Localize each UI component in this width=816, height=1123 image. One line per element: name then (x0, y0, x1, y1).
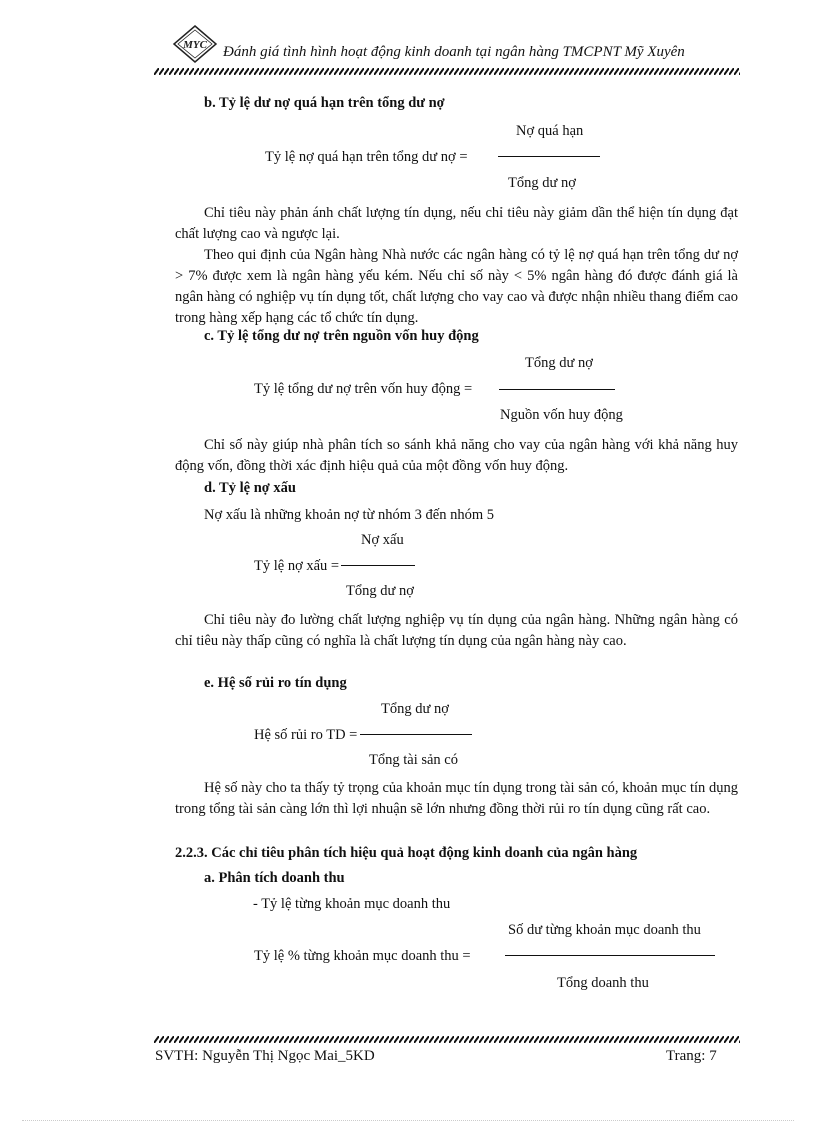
section-c-numerator: Tổng dư nợ (525, 355, 593, 371)
section-d-formula-label: Tỷ lệ nợ xấu = (254, 558, 340, 574)
section-e-denominator: Tổng tài sản có (369, 752, 458, 768)
section-b-formula-label: Tỷ lệ nợ quá hạn trên tổng dư nợ = (265, 149, 468, 165)
section-d-heading: d. Tỷ lệ nợ xấu (204, 480, 296, 496)
footer-author: SVTH: Nguyễn Thị Ngọc Mai_5KD (155, 1048, 375, 1064)
footer-page-number: Trang: 7 (666, 1048, 717, 1064)
section-c-heading: c. Tỷ lệ tổng dư nợ trên nguồn vốn huy động (204, 328, 479, 344)
section-c-fraction-line (499, 389, 615, 390)
section-e-numerator: Tổng dư nợ (381, 701, 449, 717)
section-b-paragraph-1: Chỉ tiêu này phản ánh chất lượng tín dụng, nếu chỉ tiêu này giảm dần thể hiện tín dụng đạt chất lượng cao và ngược lại. (175, 205, 738, 242)
section-223-denominator: Tổng doanh thu (557, 975, 649, 991)
section-c-paragraph-1: Chỉ số này giúp nhà phân tích so sánh khả năng cho vay của ngân hàng với khả năng huy động vốn, đồng thời xác định hiệu quả của một đồng vốn huy động. (175, 437, 738, 474)
section-c-formula-label: Tỷ lệ tổng dư nợ trên vốn huy động = (254, 381, 473, 397)
section-b-heading: b. Tỷ lệ dư nợ quá hạn trên tổng dư nợ (204, 95, 445, 111)
footer-rule (154, 1030, 740, 1037)
section-e-formula-label: Hệ số rủi ro TD = (254, 727, 358, 743)
section-e-heading: e. Hệ số rủi ro tín dụng (204, 675, 347, 691)
section-223-heading: 2.2.3. Các chỉ tiêu phân tích hiệu quả hoạt động kinh doanh của ngân hàng (175, 845, 638, 861)
section-b-denominator: Tổng dư nợ (508, 175, 576, 191)
logo-text: MYC (183, 39, 207, 51)
header-title: Đánh giá tình hình hoạt động kinh doanh tại ngân hàng TMCPNT Mỹ Xuyên (223, 44, 685, 60)
header-rule (154, 62, 740, 69)
logo-icon (172, 24, 218, 64)
section-c-denominator: Nguồn vốn huy động (500, 407, 623, 423)
section-b-paragraph-2: Theo qui định của Ngân hàng Nhà nước các ngân hàng có tỷ lệ nợ quá hạn trên tổng dư nợ > 7% được xem là ngân hàng yếu kém. Nếu chỉ số này < 5% ngân hàng đó được đánh giá là ngân hàng có nghiệp vụ tín dụng tốt, chất lượng cho vay cao và được nhận nhiều thang điểm cao trong hàng xếp hạng các tổ chức tín dụng. (175, 247, 738, 326)
section-e-fraction-line (360, 734, 472, 735)
section-d-paragraph-1: Chỉ tiêu này đo lường chất lượng nghiệp vụ tín dụng của ngân hàng. Những ngân hàng có chỉ tiêu này thấp cũng có nghĩa là chất lượng tín dụng của ngân hàng này cao. (175, 612, 738, 649)
section-e-paragraph-1: Hệ số này cho ta thấy tỷ trọng của khoản mục tín dụng trong tài sản có, khoản mục tín dụng trong tổng tài sản càng lớn thì lợi nhuận sẽ lớn nhưng đồng thời rủi ro tín dụng cũng rất cao. (175, 780, 738, 817)
section-b-numerator: Nợ quá hạn (516, 123, 584, 139)
section-d-fraction-line (341, 565, 415, 566)
section-223-bullet: - Tỷ lệ từng khoản mục doanh thu (253, 896, 451, 912)
section-223-numerator: Số dư từng khoản mục doanh thu (508, 922, 701, 938)
section-b-fraction-line (498, 156, 600, 157)
section-223-sub-a: a. Phân tích doanh thu (204, 870, 345, 886)
page-bottom-divider (22, 1120, 794, 1121)
section-d-denominator: Tổng dư nợ (346, 583, 414, 599)
section-223-formula-label: Tỷ lệ % từng khoản mục doanh thu = (254, 948, 471, 964)
section-223-fraction-line (505, 955, 715, 956)
section-d-intro: Nợ xấu là những khoản nợ từ nhóm 3 đến nhóm 5 (204, 507, 495, 523)
section-d-numerator: Nợ xấu (361, 532, 404, 548)
